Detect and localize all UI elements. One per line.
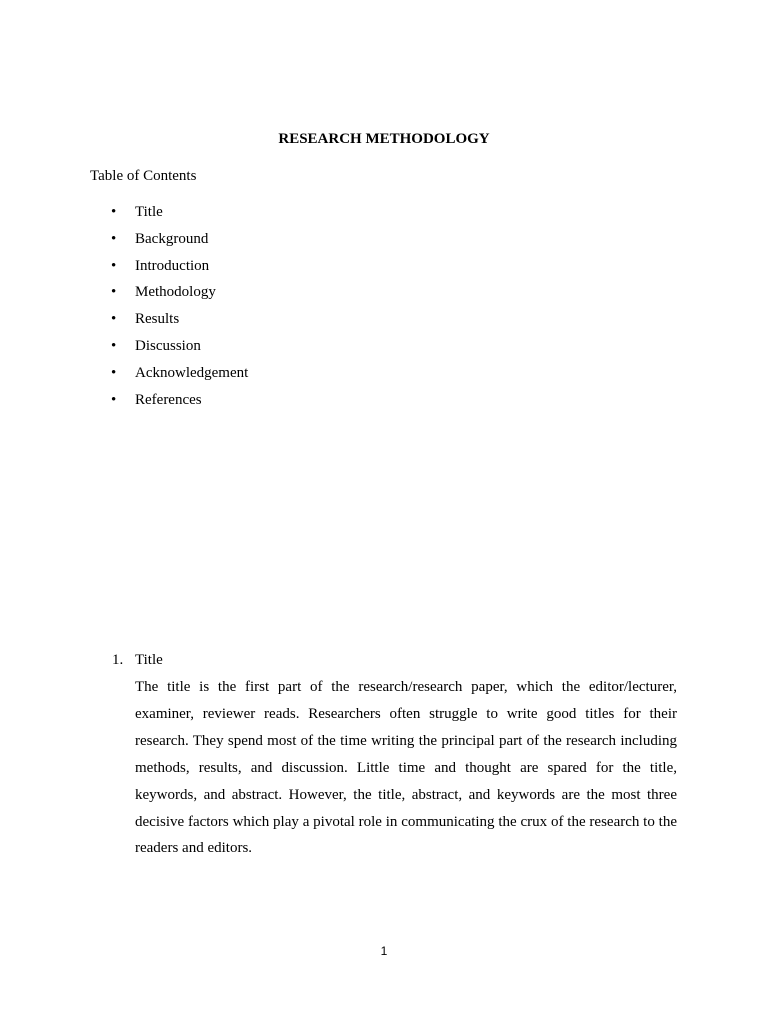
bullet-icon: • [111, 204, 117, 220]
bullet-icon: • [111, 337, 117, 354]
toc-heading: Table of Contents [90, 168, 197, 184]
section-body: The title is the first part of the research/research paper, which the editor/lecturer, examiner, reviewer reads. Researchers often struggle to write good titles for their research. They spend most of the time writing the principal part of the research including methods, results, and discussion. Little time and thought are spared for the title, keywords, and abstract. However, the title, abstract, and keywords are the most three decisive factors which play a pivotal role in communicating the crux of the research to the readers and editors. [135, 679, 677, 857]
bullet-icon: • [111, 230, 117, 247]
toc-item-label: Acknowledgement [135, 364, 249, 381]
toc-item-label: Introduction [135, 257, 210, 274]
document-title: RESEARCH METHODOLOGY [278, 131, 490, 147]
bullet-icon: • [111, 391, 117, 408]
bullet-icon: • [111, 364, 117, 381]
toc-item-label: Discussion [135, 337, 201, 354]
bullet-icon: • [111, 257, 117, 274]
toc-item-label: Background [135, 230, 209, 247]
bullet-icon: • [111, 311, 117, 328]
toc-item-label: References [135, 391, 202, 408]
toc-item-label: Methodology [135, 284, 216, 301]
toc-item-label: Results [135, 311, 180, 328]
section-number: 1. [112, 652, 124, 668]
bullet-icon: • [111, 284, 117, 301]
page-number: 1 [380, 944, 388, 958]
toc-item-label: Title [135, 204, 163, 220]
section-heading: Title [135, 652, 163, 668]
